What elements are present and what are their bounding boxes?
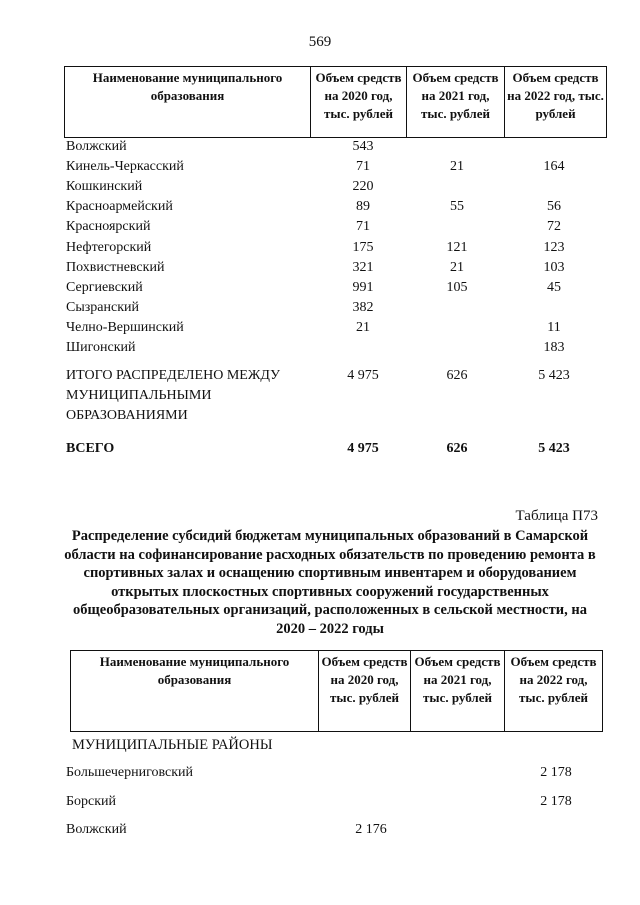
page-number: 569 xyxy=(308,34,332,50)
value-2020: 220 xyxy=(352,179,374,195)
value-2020: 89 xyxy=(356,199,370,215)
value-2020: 991 xyxy=(352,279,374,295)
value-2022: 56 xyxy=(547,199,561,215)
municipality-name: Красноярский xyxy=(66,219,151,235)
column-header-2020: Объем средств на 2020 год, тыс. рублей xyxy=(319,651,411,732)
value-2021: 55 xyxy=(450,199,464,215)
total-label: ВСЕГО xyxy=(66,441,115,456)
value-2022: 2 178 xyxy=(540,765,572,780)
value-2022: 103 xyxy=(543,259,565,275)
municipality-name: Сергиевский xyxy=(66,279,143,295)
value-2022: 72 xyxy=(547,219,561,235)
value-2021: 121 xyxy=(446,239,468,255)
municipality-name: Шигонский xyxy=(66,340,136,355)
value-2020: 71 xyxy=(356,219,370,235)
value-2022: 123 xyxy=(543,239,565,255)
table-reference: Таблица П73 xyxy=(515,508,598,524)
table-row xyxy=(0,278,640,298)
column-header-2021: Объем средств на 2021 год, тыс. рублей xyxy=(411,651,505,732)
table2-title: Распределение субсидий бюджетам муниципальных образований в Самарской области на софинансирование расходных обязательств по проведению ремонта в спортивных залах и оснащению спортивным инвентарем и оборудованием открытых плоскостных спортивных сооружений государственных общеобразовательных организаций, расположенных в сельской местности, на 2020 – 2022 годы xyxy=(64,528,596,637)
column-header-2020: Объем средств на 2020 год, тыс. рублей xyxy=(311,67,407,138)
municipality-name: Сызранский xyxy=(66,299,139,315)
value-2020: 382 xyxy=(352,299,374,315)
municipality-name: Кинель-Черкасский xyxy=(66,159,184,175)
table-row xyxy=(0,763,640,783)
value-2020: 543 xyxy=(352,139,374,154)
total-2020: 4 975 xyxy=(347,441,379,456)
column-header-2022: Объем средств на 2022 год, тыс. рублей xyxy=(505,67,607,138)
municipality-name: Кошкинский xyxy=(66,179,143,195)
table-row xyxy=(0,258,640,278)
table-row xyxy=(0,298,640,318)
table-row xyxy=(0,792,640,812)
value-2021: 21 xyxy=(450,259,464,275)
column-header-name: Наименование муниципального образования xyxy=(65,67,311,138)
value-2022: 11 xyxy=(547,319,561,335)
municipality-name: Похвистневский xyxy=(66,259,165,275)
subtotal-2021: 626 xyxy=(446,368,468,383)
total-2022: 5 423 xyxy=(538,441,570,456)
subtotal-label: ИТОГО РАСПРЕДЕЛЕНО МЕЖДУ МУНИЦИПАЛЬНЫМИ ОБРАЗОВАНИЯМИ xyxy=(66,368,280,423)
municipality-name: Челно-Вершинский xyxy=(66,319,184,335)
subtotal-2020: 4 975 xyxy=(347,368,379,383)
value-2021: 21 xyxy=(450,159,464,175)
value-2020: 71 xyxy=(356,159,370,175)
value-2020: 175 xyxy=(352,239,374,255)
municipality-name: Нефтегорский xyxy=(66,239,152,255)
value-2021: 105 xyxy=(446,279,468,295)
municipality-name: Большечерниговский xyxy=(66,765,194,780)
value-2022: 164 xyxy=(543,159,565,175)
table-row xyxy=(0,820,640,840)
table-row xyxy=(0,197,640,217)
table-row xyxy=(0,217,640,237)
column-header-2022: Объем средств на 2022 год, тыс. рублей xyxy=(505,651,603,732)
value-2020: 2 176 xyxy=(355,822,387,837)
municipality-name: Борский xyxy=(66,793,117,809)
value-2020: 321 xyxy=(352,259,374,275)
table-row xyxy=(0,137,640,157)
table1-total-row xyxy=(0,439,640,459)
value-2022: 183 xyxy=(543,340,565,355)
total-2021: 626 xyxy=(446,441,468,456)
column-header-2021: Объем средств на 2021 год, тыс. рублей xyxy=(407,67,505,138)
table-row xyxy=(0,157,640,177)
table2-header xyxy=(70,650,603,732)
municipality-name: Волжский xyxy=(66,822,127,837)
section-label: МУНИЦИПАЛЬНЫЕ РАЙОНЫ xyxy=(72,737,273,753)
column-header-name: Наименование муниципального образования xyxy=(71,651,319,732)
municipality-name: Красноармейский xyxy=(66,199,173,215)
table-row xyxy=(0,338,640,358)
subtotal-2022: 5 423 xyxy=(538,368,570,383)
value-2022: 45 xyxy=(547,279,561,295)
table-row xyxy=(0,177,640,197)
value-2022: 2 178 xyxy=(540,793,572,809)
table1-header xyxy=(64,66,607,138)
value-2020: 21 xyxy=(356,319,370,335)
table-row xyxy=(0,238,640,258)
table-row xyxy=(0,318,640,338)
municipality-name: Волжский xyxy=(66,139,127,154)
